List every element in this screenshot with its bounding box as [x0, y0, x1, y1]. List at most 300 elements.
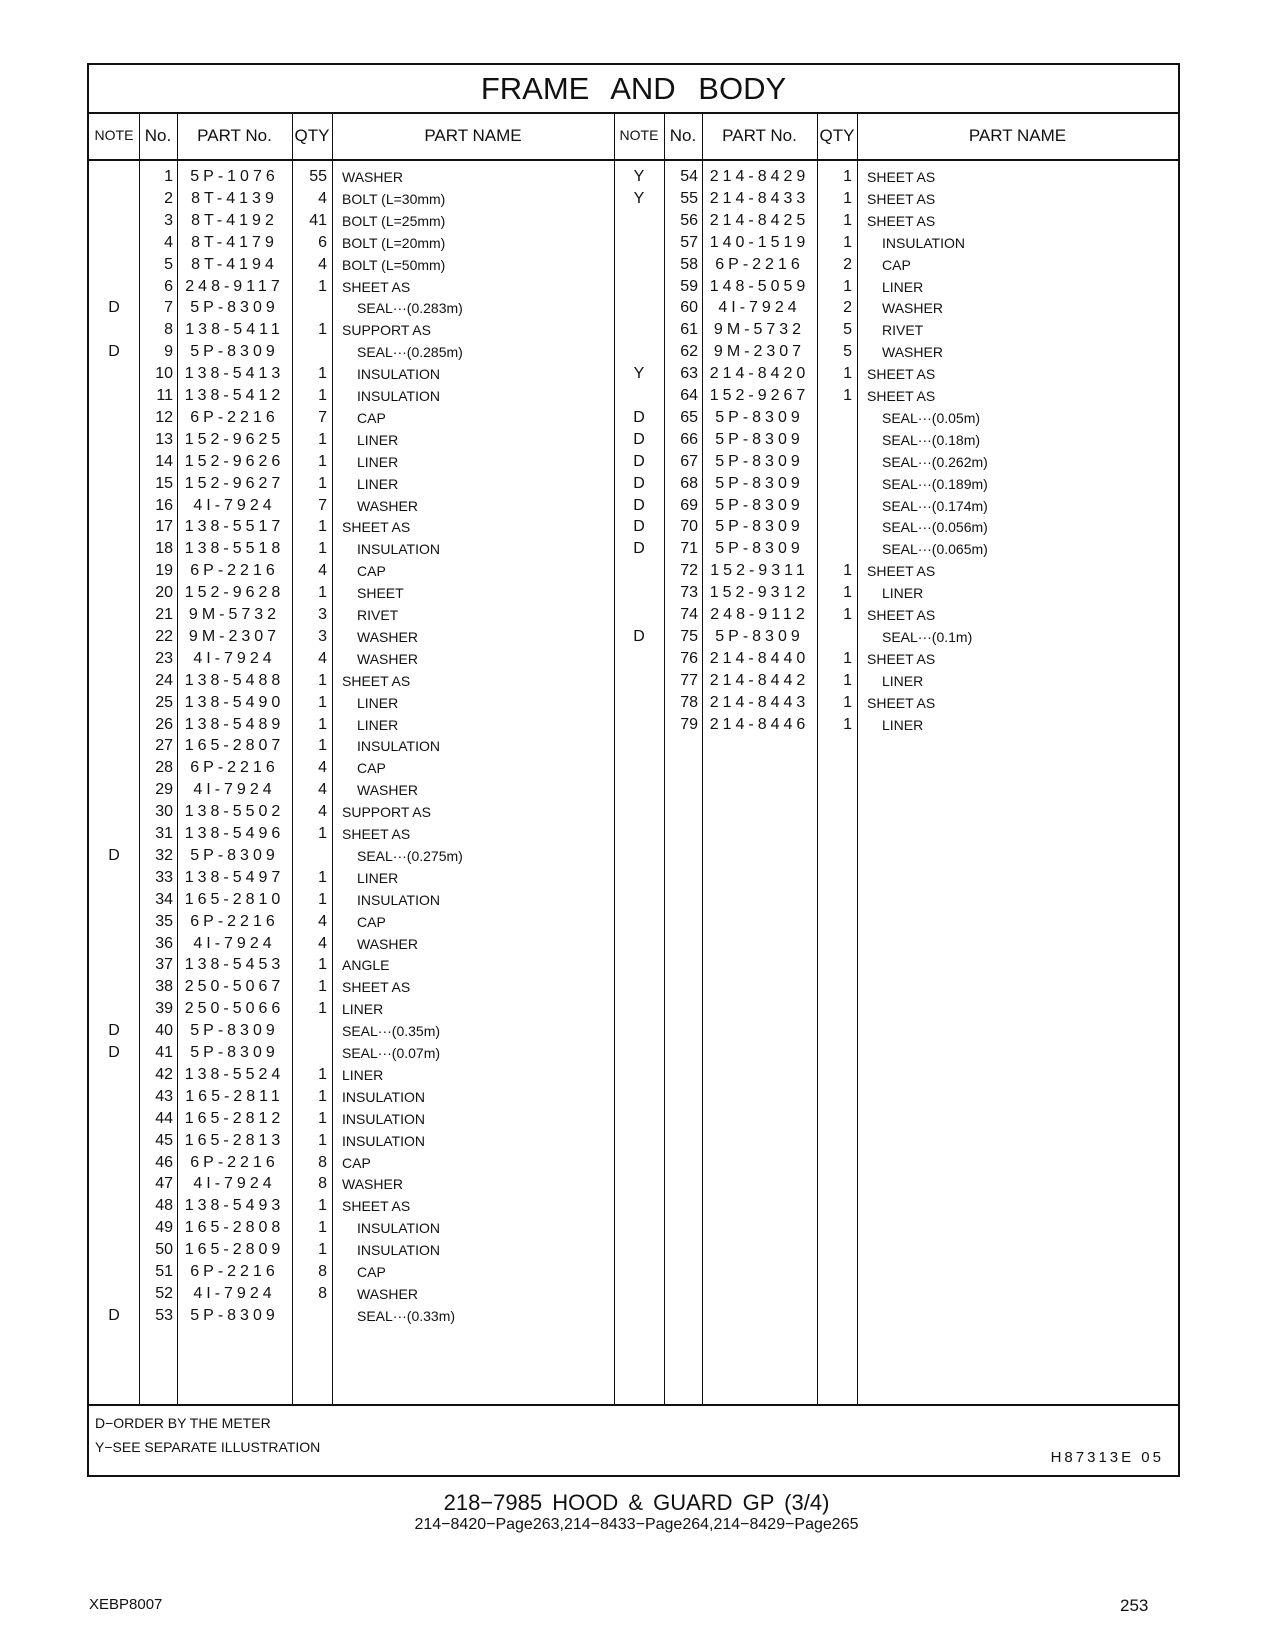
part-number: 138-5497 [184, 868, 285, 886]
part-number: 4I-7924 [718, 299, 801, 317]
part-name: INSULATION [357, 366, 440, 383]
part-number: 248-9112 [710, 606, 809, 623]
note-cell [89, 998, 139, 1020]
note-cell: D [108, 299, 120, 317]
quantity: 1 [318, 956, 327, 974]
quantity: 1 [318, 1131, 327, 1149]
part-name: SEAL···(0.056m) [882, 519, 988, 536]
part-number: 165-2813 [184, 1131, 285, 1149]
item-number: 26 [155, 715, 173, 733]
part-name: INSULATION [357, 388, 440, 404]
part-number: 248-9117 [185, 277, 284, 295]
note-cell [614, 319, 664, 341]
part-number: 138-5518 [184, 540, 285, 558]
note-cell [89, 889, 139, 911]
part-name: SHEET AS [867, 563, 936, 580]
part-name: SHEET AS [342, 979, 411, 996]
quantity [817, 516, 852, 538]
note-cell [614, 692, 664, 714]
note-cell [89, 714, 139, 736]
header-part-name-left: PART NAME [424, 126, 522, 145]
part-number: 9M-5732 [713, 321, 806, 339]
part-number: 6P-2216 [190, 1153, 279, 1171]
note-cell [89, 560, 139, 582]
part-number: 9M-5732 [188, 606, 281, 623]
quantity [817, 626, 852, 648]
note-cell [89, 188, 139, 210]
quantity: 55 [309, 168, 327, 185]
quantity: 8 [318, 1284, 327, 1302]
part-name: WASHER [882, 344, 943, 361]
part-name: WASHER [357, 650, 418, 667]
note-cell [89, 954, 139, 976]
item-number: 43 [155, 1087, 173, 1105]
item-number: 52 [155, 1284, 173, 1302]
quantity: 4 [318, 781, 327, 799]
item-number: 14 [155, 452, 173, 470]
item-number: 78 [680, 693, 698, 711]
header-note-left: NOTE [94, 127, 134, 143]
part-name: SEAL···(0.1m) [882, 628, 973, 645]
quantity: 1 [318, 518, 327, 536]
item-number: 48 [155, 1197, 173, 1215]
part-number: 138-5488 [184, 671, 285, 689]
part-number: 4I-7924 [193, 1175, 276, 1193]
note-cell [614, 341, 664, 363]
part-number: 214-8425 [709, 211, 810, 229]
part-name: INSULATION [882, 234, 965, 251]
item-number: 57 [680, 233, 698, 251]
note-cell [89, 166, 139, 188]
note-cell: D [108, 846, 120, 864]
item-number: 10 [155, 365, 173, 383]
quantity: 1 [318, 1087, 327, 1105]
item-number: 35 [155, 912, 173, 930]
item-number: 69 [680, 496, 698, 514]
part-number: 214-8433 [709, 189, 810, 207]
note-cell [89, 670, 139, 692]
quantity: 41 [309, 211, 327, 229]
quantity: 3 [318, 606, 327, 623]
part-number: 5P-8309 [715, 452, 804, 470]
quantity: 1 [318, 430, 327, 448]
part-name: SUPPORT AS [342, 322, 431, 339]
item-number: 61 [680, 321, 698, 339]
item-number: 3 [164, 211, 173, 229]
item-number: 39 [155, 1000, 173, 1018]
note-cell [89, 516, 139, 538]
part-name: INSULATION [357, 738, 440, 755]
item-number: 33 [155, 868, 173, 886]
part-number: 5P-8309 [190, 343, 279, 361]
part-number: 8T-4179 [191, 233, 278, 251]
quantity: 1 [318, 868, 327, 886]
part-number: 6P-2216 [715, 255, 804, 273]
part-name: SHEET AS [867, 212, 936, 229]
item-number: 56 [680, 211, 698, 229]
part-name: LINER [882, 672, 924, 689]
note-cell: D [633, 518, 645, 536]
item-number: 47 [155, 1175, 173, 1193]
note-cell [89, 757, 139, 779]
part-name: LINER [357, 694, 399, 711]
item-number: 49 [155, 1219, 173, 1237]
part-number: 250-5067 [184, 978, 285, 996]
part-number: 138-5490 [184, 693, 285, 711]
part-name: LINER [357, 716, 399, 733]
note-cell [89, 823, 139, 845]
part-number: 4I-7924 [193, 934, 276, 952]
part-name: SEAL···(0.18m) [882, 431, 981, 448]
part-name: SEAL···(0.174m) [882, 497, 988, 514]
quantity: 1 [318, 452, 327, 470]
part-number: 8T-4139 [191, 189, 278, 207]
item-number: 77 [680, 671, 698, 689]
item-number: 11 [156, 387, 173, 404]
group-page-refs: 214−8420−Page263,214−8433−Page264,214−8429−Page265 [414, 1516, 859, 1533]
quantity [292, 341, 327, 363]
part-name: SHEET AS [867, 190, 936, 207]
item-number: 40 [155, 1022, 173, 1040]
footer-divider [89, 1404, 1178, 1406]
note-cell [614, 648, 664, 670]
item-number: 65 [680, 408, 698, 426]
part-number: 152-9625 [184, 430, 285, 448]
quantity: 1 [843, 168, 852, 185]
item-number: 7 [164, 299, 173, 317]
note-cell [89, 1086, 139, 1108]
item-number: 29 [155, 781, 173, 799]
part-name: SHEET AS [867, 366, 936, 383]
quantity: 4 [318, 759, 327, 777]
item-number: 23 [155, 649, 173, 667]
note-cell [89, 1195, 139, 1217]
part-name: SEAL···(0.05m) [882, 409, 981, 426]
item-number: 25 [155, 693, 173, 711]
part-name: INSULATION [357, 1220, 440, 1237]
part-name: CAP [357, 409, 386, 426]
part-name: SEAL···(0.275m) [357, 847, 463, 864]
note-cell [614, 604, 664, 626]
item-number: 74 [680, 606, 698, 623]
note-cell [89, 276, 139, 298]
part-number: 4I-7924 [193, 781, 276, 799]
item-number: 37 [155, 956, 173, 974]
part-name: LINER [882, 278, 924, 295]
quantity: 5 [843, 343, 852, 361]
quantity [817, 538, 852, 560]
part-number: 4I-7924 [193, 649, 276, 667]
item-number: 75 [680, 627, 698, 645]
quantity: 8 [318, 1175, 327, 1193]
part-name: BOLT (L=30mm) [342, 190, 446, 207]
item-number: 13 [155, 430, 173, 448]
part-name: SHEET AS [342, 826, 411, 842]
note-cell [89, 1108, 139, 1130]
document-code: XEBP8007 [89, 1596, 163, 1613]
note-cell [89, 1283, 139, 1305]
quantity [817, 429, 852, 451]
parts-table-frame [87, 63, 1180, 1477]
note-cell [89, 319, 139, 341]
part-number: 5P-8309 [190, 1306, 279, 1324]
quantity [292, 1042, 327, 1064]
part-name: INSULATION [342, 1110, 425, 1127]
item-number: 46 [155, 1153, 173, 1171]
header-no-right: No. [669, 126, 697, 145]
part-number: 5P-8309 [190, 1044, 279, 1061]
note-cell [614, 385, 664, 407]
item-number: 5 [164, 255, 173, 273]
item-number: 44 [155, 1109, 173, 1127]
note-cell [614, 276, 664, 298]
note-cell [89, 232, 139, 254]
item-number: 58 [680, 255, 698, 273]
part-number: 6P-2216 [190, 562, 279, 580]
quantity: 1 [843, 211, 852, 229]
part-number: 214-8442 [709, 671, 810, 689]
quantity: 1 [843, 671, 852, 689]
header-note-right: NOTE [619, 127, 659, 143]
note-cell [89, 976, 139, 998]
note-cell [89, 779, 139, 801]
quantity: 1 [843, 387, 852, 404]
note-cell [89, 210, 139, 232]
part-number: 6P-2216 [190, 759, 279, 777]
quantity: 1 [843, 277, 852, 295]
note-cell [614, 210, 664, 232]
quantity: 7 [318, 496, 327, 514]
quantity: 6 [318, 233, 327, 251]
quantity: 1 [318, 277, 327, 295]
part-number: 214-8420 [709, 365, 810, 383]
part-number: 5P-8309 [190, 1022, 279, 1040]
part-number: 138-5524 [184, 1065, 285, 1083]
part-number: 5P-8309 [715, 627, 804, 645]
part-number: 214-8443 [709, 693, 810, 711]
part-name: CAP [357, 563, 386, 580]
part-name: WASHER [357, 497, 418, 514]
part-name: SHEET AS [867, 694, 936, 711]
note-cell [89, 1217, 139, 1239]
part-number: 214-8446 [709, 715, 810, 733]
part-name: INSULATION [342, 1132, 425, 1149]
item-number: 76 [680, 649, 698, 667]
quantity: 1 [318, 671, 327, 689]
part-name: SHEET AS [342, 672, 411, 689]
section-title: FRAME AND BODY [89, 65, 1178, 114]
quantity: 1 [318, 584, 327, 602]
part-name: SEAL···(0.35m) [342, 1023, 441, 1040]
quantity: 4 [318, 649, 327, 667]
item-number: 20 [155, 584, 173, 602]
part-number: 165-2807 [184, 737, 285, 755]
part-number: 148-5059 [709, 277, 810, 295]
header-qty-right: QTY [819, 126, 855, 145]
note-cell [89, 1152, 139, 1174]
header-part-name-right: PART NAME [968, 126, 1067, 145]
quantity: 3 [318, 627, 327, 645]
item-number: 12 [155, 408, 173, 426]
note-cell: D [633, 627, 645, 645]
part-name: LINER [342, 1001, 384, 1018]
note-cell: Y [633, 365, 645, 383]
part-number: 5P-8309 [715, 540, 804, 558]
item-number: 59 [680, 277, 698, 295]
header-no-left: No. [144, 126, 172, 145]
part-number: 4I-7924 [193, 496, 276, 514]
note-cell [89, 1130, 139, 1152]
quantity: 1 [318, 1219, 327, 1237]
note-cell [89, 385, 139, 407]
quantity: 2 [843, 299, 852, 317]
note-cell [89, 735, 139, 757]
quantity: 8 [318, 1153, 327, 1171]
note-cell [614, 714, 664, 736]
note-cell: Y [633, 168, 645, 185]
note-cell: D [108, 1044, 120, 1061]
note-cell [89, 648, 139, 670]
part-name: SHEET AS [342, 1198, 411, 1215]
note-cell [89, 473, 139, 495]
item-number: 54 [680, 168, 698, 185]
note-cell [89, 495, 139, 517]
part-name: SUPPORT AS [342, 804, 431, 821]
item-number: 9 [164, 343, 173, 361]
part-number: 165-2809 [184, 1241, 285, 1259]
legend-d: D−ORDER BY THE METER [95, 1415, 271, 1431]
item-number: 66 [680, 430, 698, 448]
part-number: 250-5066 [184, 1000, 285, 1018]
part-name: SEAL···(0.285m) [357, 344, 463, 361]
part-number: 138-5502 [184, 803, 285, 821]
part-number: 152-9311 [710, 562, 809, 580]
header-part-no-right: PART No. [722, 126, 797, 145]
part-name: LINER [882, 716, 924, 733]
note-cell: D [108, 343, 120, 361]
note-cell [89, 867, 139, 889]
item-number: 50 [155, 1241, 173, 1259]
item-number: 8 [164, 321, 173, 339]
item-number: 62 [680, 343, 698, 361]
quantity [817, 407, 852, 429]
note-cell [89, 911, 139, 933]
item-number: 63 [680, 365, 698, 383]
item-number: 24 [155, 671, 173, 689]
note-cell [89, 451, 139, 473]
part-name: SEAL···(0.065m) [882, 541, 988, 558]
part-name: CAP [357, 913, 386, 930]
quantity: 1 [318, 825, 327, 842]
part-number: 152-9312 [709, 584, 810, 602]
part-name: INSULATION [357, 541, 440, 558]
note-cell [614, 560, 664, 582]
part-name: WASHER [357, 1285, 418, 1302]
quantity: 4 [318, 562, 327, 580]
quantity: 1 [318, 321, 327, 339]
item-number: 27 [155, 737, 173, 755]
item-number: 68 [680, 474, 698, 492]
note-cell: D [633, 540, 645, 558]
item-number: 41 [155, 1044, 173, 1061]
part-number: 5P-8309 [715, 408, 804, 426]
part-name: SEAL···(0.07m) [342, 1045, 441, 1061]
header-row [89, 112, 1178, 161]
quantity [817, 495, 852, 517]
quantity [817, 451, 852, 473]
item-number: 60 [680, 299, 698, 317]
part-number: 152-9627 [184, 474, 285, 492]
part-name: ANGLE [342, 957, 390, 974]
header-part-no-left: PART No. [197, 126, 272, 145]
quantity: 7 [318, 408, 327, 426]
part-number: 138-5496 [184, 825, 285, 842]
item-number: 72 [680, 562, 698, 580]
part-number: 5P-8309 [715, 474, 804, 492]
part-name: RIVET [357, 607, 399, 623]
part-number: 8T-4192 [191, 211, 278, 229]
part-name: SHEET AS [867, 607, 936, 623]
item-number: 73 [680, 584, 698, 602]
part-name: WASHER [882, 300, 943, 317]
quantity: 1 [318, 387, 327, 404]
note-cell: Y [633, 189, 645, 207]
part-name: CAP [342, 1154, 371, 1171]
quantity: 1 [843, 693, 852, 711]
part-number: 138-5413 [184, 365, 285, 383]
part-number: 5P-1076 [190, 168, 279, 185]
quantity: 1 [843, 233, 852, 251]
quantity: 1 [318, 715, 327, 733]
quantity: 1 [843, 365, 852, 383]
part-name: RIVET [882, 322, 924, 339]
quantity: 1 [318, 890, 327, 908]
quantity: 1 [843, 649, 852, 667]
note-cell [89, 1261, 139, 1283]
quantity: 1 [843, 715, 852, 733]
part-number: 165-2810 [184, 890, 285, 908]
part-name: WASHER [357, 782, 418, 799]
note-cell [614, 232, 664, 254]
quantity: 5 [843, 321, 852, 339]
part-name: SEAL···(0.33m) [357, 1307, 456, 1324]
quantity: 1 [843, 562, 852, 580]
note-cell: D [108, 1306, 120, 1324]
quantity [817, 473, 852, 495]
note-cell [89, 407, 139, 429]
note-cell [614, 670, 664, 692]
part-number: 9M-2307 [713, 343, 806, 361]
note-cell: D [633, 430, 645, 448]
note-cell [89, 1173, 139, 1195]
part-name: BOLT (L=20mm) [342, 234, 446, 251]
part-name: BOLT (L=25mm) [342, 212, 446, 229]
part-name: WASHER [357, 628, 418, 645]
item-number: 17 [155, 518, 173, 536]
quantity: 1 [318, 1000, 327, 1018]
item-number: 28 [155, 759, 173, 777]
note-cell [89, 692, 139, 714]
quantity: 4 [318, 803, 327, 821]
quantity: 2 [843, 255, 852, 273]
note-cell [89, 582, 139, 604]
item-number: 64 [680, 387, 698, 404]
part-number: 5P-8309 [190, 846, 279, 864]
part-name: CAP [357, 760, 386, 777]
quantity: 1 [318, 737, 327, 755]
part-name: WASHER [342, 1176, 403, 1193]
quantity: 4 [318, 934, 327, 952]
